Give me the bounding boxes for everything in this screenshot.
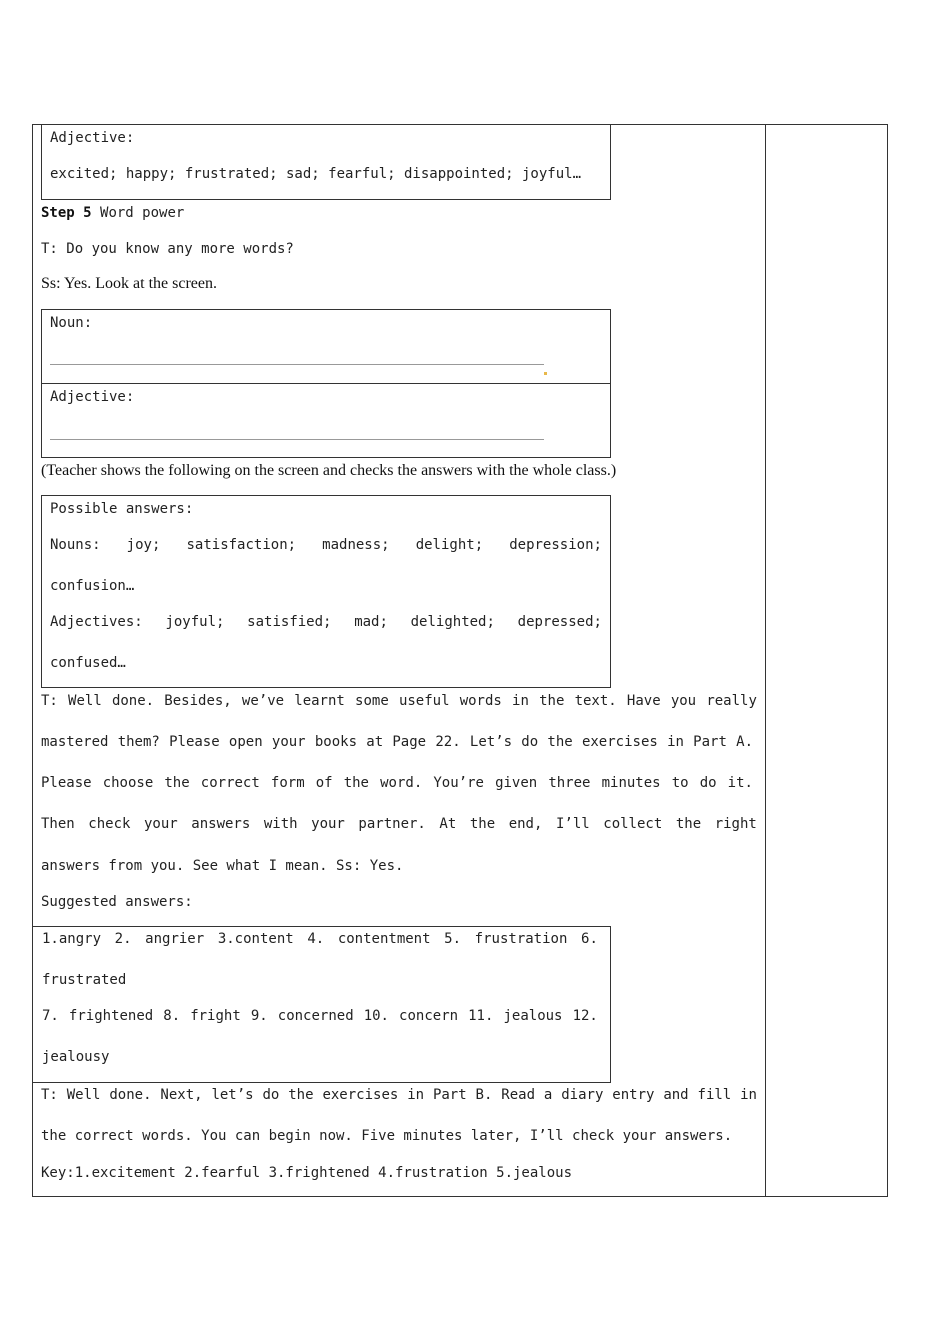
word: correct xyxy=(200,775,260,791)
word: form xyxy=(270,775,305,791)
instruction-line-3 xyxy=(41,775,753,791)
answer: frightened xyxy=(68,1008,154,1024)
word: exercises xyxy=(581,734,658,750)
word: mastered xyxy=(41,734,109,750)
word: done. xyxy=(109,1087,152,1103)
word: diary xyxy=(561,1087,604,1103)
noun-answer: joy; xyxy=(126,537,161,553)
word: with xyxy=(263,816,298,832)
word: exercises xyxy=(322,1087,399,1103)
adjectives-label: Adjectives: xyxy=(50,614,143,630)
word: at xyxy=(366,734,384,750)
answer: 11. xyxy=(468,1008,494,1024)
word: the xyxy=(547,734,573,750)
answer: 9. xyxy=(250,1008,268,1024)
word: Then xyxy=(41,816,75,832)
word: choose xyxy=(102,775,154,791)
adjectives-row xyxy=(50,614,602,630)
instruction-line-2 xyxy=(41,734,753,750)
word: do xyxy=(262,1087,280,1103)
word: given xyxy=(495,775,538,791)
word: answers xyxy=(191,816,251,832)
word: Part xyxy=(432,1087,467,1103)
noun-answer: delight; xyxy=(415,537,484,553)
answer: frustration xyxy=(474,931,568,947)
answer: angrier xyxy=(145,931,205,947)
word: T: xyxy=(41,1087,58,1103)
suggested-answers-box xyxy=(32,926,611,1083)
noun-label: Noun: xyxy=(50,315,93,331)
word: do xyxy=(699,775,717,791)
word: the xyxy=(343,775,369,791)
word: text. xyxy=(574,693,617,709)
word: Next, xyxy=(160,1087,203,1103)
word: the xyxy=(539,693,565,709)
word: in xyxy=(740,1087,757,1103)
adjective-label: Adjective: xyxy=(50,130,135,146)
noun-mark xyxy=(544,360,547,378)
word: T: xyxy=(41,693,58,709)
word: word. xyxy=(380,775,423,791)
word: your xyxy=(144,816,178,832)
part-b-line-1 xyxy=(41,1087,757,1103)
word: of xyxy=(315,775,333,791)
answer: 10. xyxy=(363,1008,389,1024)
adjective-blank-line xyxy=(50,439,544,440)
possible-answers-heading: Possible answers: xyxy=(50,501,194,517)
answer: 1.angry xyxy=(42,931,102,947)
noun-answer: satisfaction; xyxy=(186,537,297,553)
word: do xyxy=(521,734,539,750)
answer: 6. xyxy=(581,931,598,947)
word: your xyxy=(271,734,306,750)
word: the xyxy=(469,816,496,832)
noun-answer: depression; xyxy=(509,537,602,553)
word: Please xyxy=(169,734,220,750)
word: Well xyxy=(66,1087,101,1103)
answer: 12. xyxy=(572,1008,598,1024)
word: it. xyxy=(727,775,753,791)
word: Besides, xyxy=(164,693,232,709)
word: B. xyxy=(475,1087,493,1103)
instruction-line-4 xyxy=(41,816,757,832)
word: the xyxy=(164,775,190,791)
word: in xyxy=(667,734,684,750)
word: minutes xyxy=(601,775,661,791)
adjective-words: excited; happy; frustrated; sad; fearful; disappointed; joyful… xyxy=(50,166,582,182)
word: right xyxy=(714,816,757,832)
word: to xyxy=(671,775,689,791)
instruction-line-1 xyxy=(41,693,757,709)
word: I’ll xyxy=(555,816,590,832)
answer: 2. xyxy=(114,931,132,947)
word: Well xyxy=(68,693,102,709)
word: collect xyxy=(603,816,663,832)
answers-row-2-continued: jealousy xyxy=(42,1049,110,1065)
answer: fright xyxy=(190,1008,241,1024)
answers-row-2 xyxy=(42,1008,598,1024)
word: in xyxy=(512,693,529,709)
students-reply: Ss: Yes. Look at the screen. xyxy=(41,275,217,292)
word: At xyxy=(439,816,457,832)
nouns-row xyxy=(50,537,602,553)
word: your xyxy=(311,816,345,832)
word: and xyxy=(663,1087,689,1103)
word: some xyxy=(355,693,389,709)
teacher-note: (Teacher shows the following on the screen and checks the answers with the whole class.) xyxy=(41,462,617,479)
word: them? xyxy=(117,734,160,750)
word: done. xyxy=(111,693,155,709)
word: open xyxy=(228,734,263,750)
answer: 4. xyxy=(307,931,325,947)
answer: 7. xyxy=(42,1008,59,1024)
word: in xyxy=(407,1087,425,1103)
word: 22. xyxy=(435,734,461,750)
noun-blank-line xyxy=(50,364,544,365)
word: three xyxy=(548,775,591,791)
word: entry xyxy=(612,1087,655,1103)
word: Read xyxy=(501,1087,536,1103)
word: A. xyxy=(736,734,753,750)
adjective-answer: mad; xyxy=(354,614,388,630)
word: the xyxy=(675,816,702,832)
answer: 3.content xyxy=(217,931,294,947)
answer: contentment xyxy=(337,931,431,947)
answer: concerned xyxy=(277,1008,354,1024)
step5-label: Step 5 xyxy=(41,205,92,221)
word: You’re xyxy=(433,775,484,791)
part-b-line-2: the correct words. You can begin now. Five minutes later, I’ll check your answers. xyxy=(41,1128,733,1144)
word: fill xyxy=(697,1087,732,1103)
answer: 5. xyxy=(444,931,462,947)
word: Part xyxy=(693,734,727,750)
part-b-key: Key:1.excitement 2.fearful 3.frightened 4.frustration 5.jealous xyxy=(41,1165,573,1181)
word: really xyxy=(706,693,757,709)
adjective-answer: satisfied; xyxy=(247,614,332,630)
word: books xyxy=(314,734,358,750)
word: end, xyxy=(508,816,543,832)
word: Have xyxy=(626,693,661,709)
word: Please xyxy=(41,775,92,791)
word: learnt xyxy=(294,693,345,709)
answer: jealous xyxy=(503,1008,563,1024)
word: partner. xyxy=(358,816,426,832)
noun-cell xyxy=(41,309,611,384)
word: Page xyxy=(392,734,427,750)
suggested-answers-label: Suggested answers: xyxy=(41,894,193,910)
word: the xyxy=(288,1087,314,1103)
answers-row-1-continued: frustrated xyxy=(42,972,127,988)
word: we’ve xyxy=(241,693,285,709)
instruction-line-5: answers from you. See what I mean. Ss: Yes. xyxy=(41,858,404,874)
word: check xyxy=(88,816,131,832)
step5-heading xyxy=(41,205,184,221)
adjectives-continued: confused… xyxy=(50,655,126,671)
adjective-answer: depressed; xyxy=(517,614,602,630)
word: a xyxy=(543,1087,553,1103)
nouns-continued: confusion… xyxy=(50,578,135,594)
answers-row-1 xyxy=(42,931,598,947)
word: you xyxy=(670,693,697,709)
answer: concern xyxy=(399,1008,459,1024)
word: words xyxy=(459,693,502,709)
nouns-label: Nouns: xyxy=(50,537,101,553)
table-column-divider xyxy=(765,124,766,1197)
adjective-answer: joyful; xyxy=(165,614,225,630)
teacher-question: T: Do you know any more words? xyxy=(41,241,294,257)
word: let’s xyxy=(211,1087,254,1103)
adjective-fill-label: Adjective: xyxy=(50,389,135,405)
step5-title: Word power xyxy=(100,205,185,221)
word: Let’s xyxy=(469,734,513,750)
noun-answer: madness; xyxy=(322,537,390,553)
word: useful xyxy=(398,693,450,709)
adjective-answer: delighted; xyxy=(410,614,495,630)
answer: 8. xyxy=(163,1008,181,1024)
